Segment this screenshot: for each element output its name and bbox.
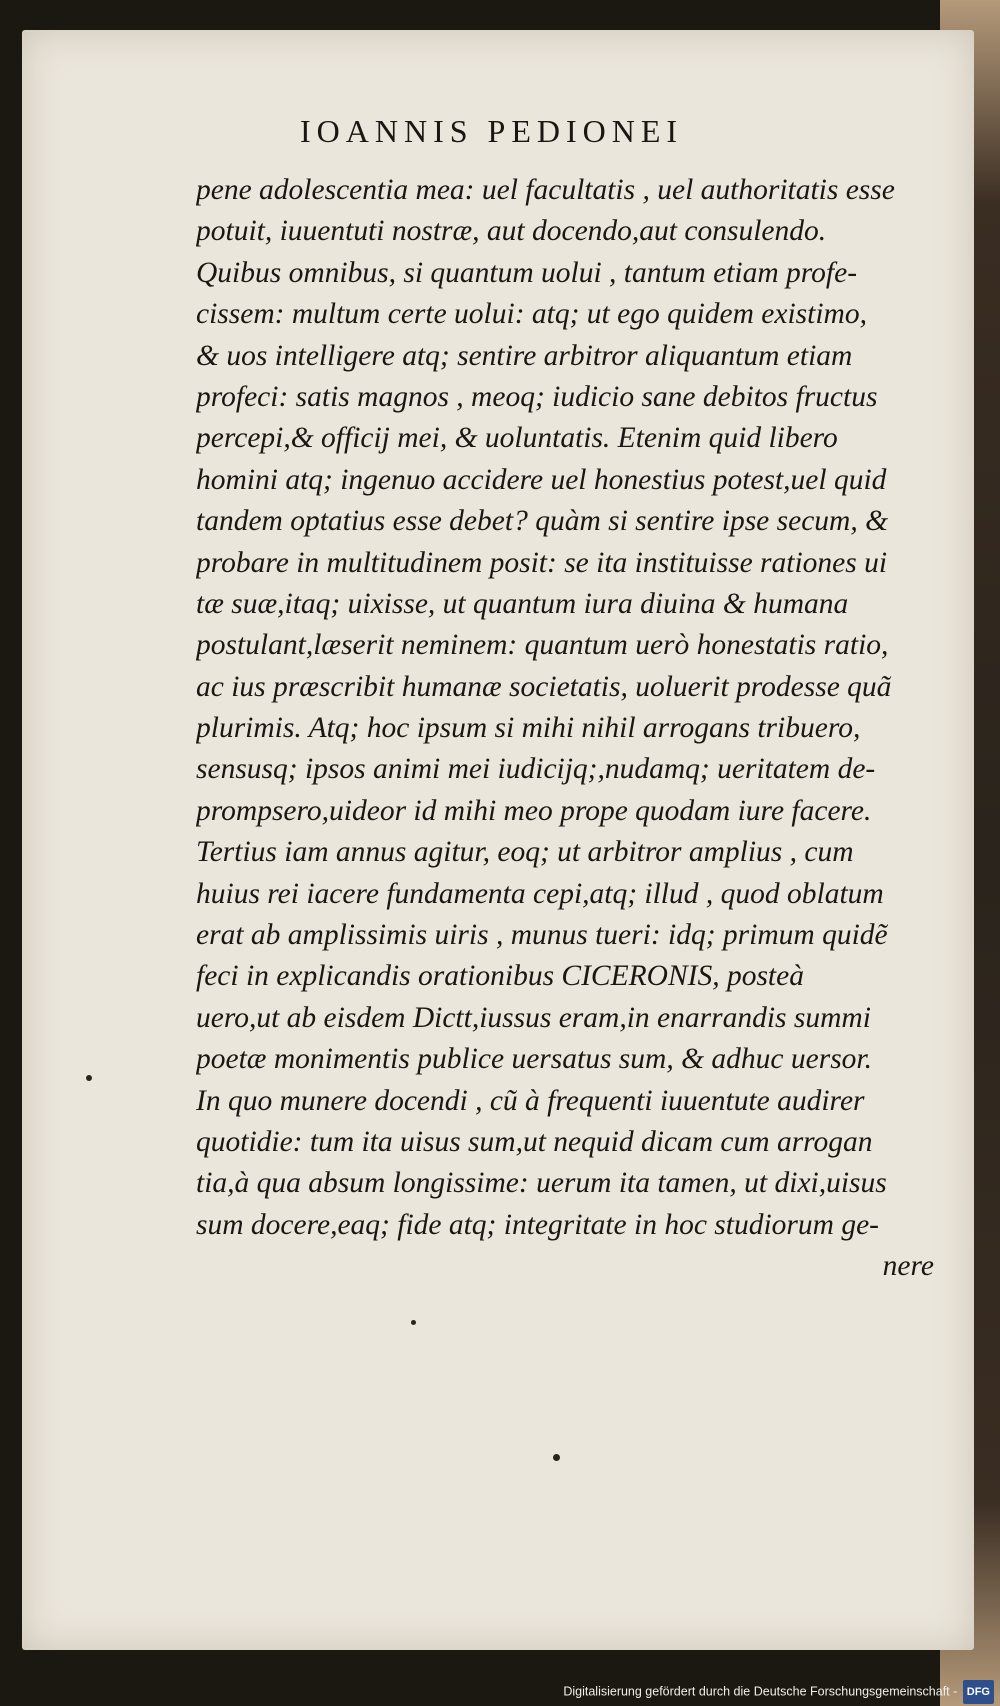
body-text (196, 170, 966, 1288)
text-line: Tertius iam annus agitur, eoq; ut arbitror amplius , cum (196, 836, 854, 869)
ink-speck (411, 1320, 416, 1325)
text-line: poetæ monimentis publice uersatus sum, & adhuc uersor. (196, 1043, 873, 1076)
text-line: pene adolescentia mea: uel facultatis , uel authoritatis esse (196, 174, 895, 206)
dfg-logo: DFG (963, 1680, 994, 1704)
credit-text: Digitalisierung gefördert durch die Deutsche Forschungsgemeinschaft - (563, 1684, 958, 1699)
text-line: sum docere,eaq; fide atq; integritate in hoc studiorum ge- (196, 1208, 880, 1241)
text-line: tæ suæ,itaq; uixisse, ut quantum iura diuina & humana (196, 587, 849, 620)
text-line: potuit, iuuentuti nostræ, aut docendo,aut consulendo. (196, 215, 827, 248)
text-line: probare in multitudinem posit: se ita instituisse rationes ui (196, 546, 888, 579)
text-line: huius rei iacere fundamenta cepi,atq; illud , quod oblatum (196, 877, 884, 910)
text-line: erat ab amplissimis uiris , munus tueri: idq; primum quidẽ (196, 919, 888, 952)
catchword: nere (882, 1250, 934, 1283)
text-line: In quo munere docendi , cũ à frequenti iuuentute audirer (196, 1084, 865, 1117)
text-line: plurimis. Atq; hoc ipsum si mihi nihil arrogans tribuero, (196, 712, 861, 745)
text-line: feci in explicandis orationibus CICERONIS, posteà (196, 960, 804, 993)
text-line: sensusq; ipsos animi mei iudicijq;,nudamq; ueritatem de- (196, 753, 876, 786)
ink-speck (553, 1454, 560, 1461)
text-line: ac ius præscribit humanæ societatis, uoluerit prodesse quã (196, 670, 892, 703)
text-line: postulant,læserit neminem: quantum uerò honestatis ratio, (196, 629, 889, 662)
text-line: tia,à qua absum longissime: uerum ita tamen, ut dixi,uisus (196, 1167, 887, 1200)
text-line: homini atq; ingenuo accidere uel honestius potest,uel quid (196, 463, 887, 496)
digitization-credit (563, 1680, 994, 1702)
text-line: profeci: satis magnos , meoq; iudicio sane debitos fructus (196, 380, 878, 413)
text-line: cissem: multum certe uolui: atq; ut ego quidem existimo, (196, 298, 867, 331)
text-line: prompsero,uideor id mihi meo prope quodam iure facere. (196, 794, 872, 827)
text-line: Quibus omnibus, si quantum uolui , tantum etiam profe- (196, 256, 858, 289)
text-line: quotidie: tum ita uisus sum,ut nequid dicam cum arrogan (196, 1125, 873, 1158)
text-line: percepi,& officij mei, & uoluntatis. Etenim quid libero (196, 422, 838, 455)
text-line: tandem optatius esse debet? quàm si sentire ipse secum, & (196, 505, 889, 538)
ink-speck (86, 1075, 92, 1081)
text-line: & uos intelligere atq; sentire arbitror aliquantum etiam (196, 339, 853, 372)
running-head: IOANNIS PEDIONEI (300, 113, 684, 149)
text-line: uero,ut ab eisdem Dictt,iussus eram,in enarrandis summi (196, 1001, 871, 1034)
